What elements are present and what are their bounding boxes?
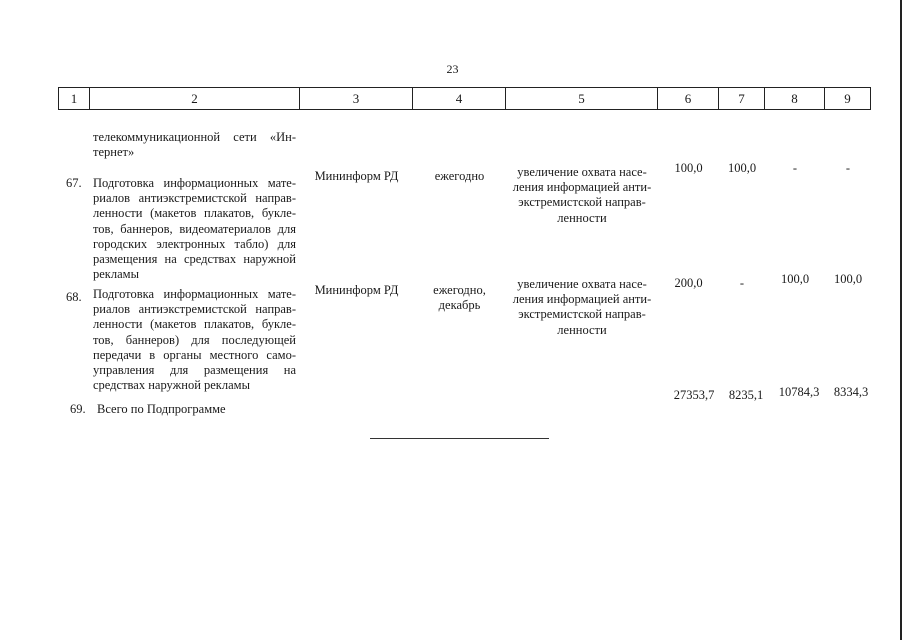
row-result-line: экстремистской направ- xyxy=(518,195,646,210)
row-name-line: ленности (макетов плакатов, букле- xyxy=(93,317,296,332)
total-col6: 27353,7 xyxy=(673,388,715,402)
column-header: 1 xyxy=(59,88,90,110)
row-term-line: декабрь xyxy=(438,298,481,313)
row-name-line: риалов антиэкстремистской направ- xyxy=(93,191,296,206)
row-executor: Мининформ РД xyxy=(314,283,399,297)
row-col7: - xyxy=(739,276,745,290)
row-name-line: риалов антиэкстремистской направ- xyxy=(93,302,296,317)
row-col9: - xyxy=(845,161,851,175)
row-name-line: Подготовка информационных мате- xyxy=(93,176,296,190)
total-col9: 8334,3 xyxy=(833,385,869,399)
continuation-line: телекоммуникационной сети «Ин- xyxy=(93,130,296,144)
row-col6: 200,0 xyxy=(674,276,703,290)
row-col9: 100,0 xyxy=(833,272,863,286)
row-name xyxy=(93,287,296,393)
row-term xyxy=(413,169,506,184)
column-header: 9 xyxy=(825,88,871,110)
row-name-line: ленности (макетов плакатов, букле- xyxy=(93,206,296,221)
column-header: 6 xyxy=(658,88,719,110)
total-col7: 8235,1 xyxy=(728,388,764,402)
total-col8: 10784,3 xyxy=(778,385,820,399)
row-name-line: средствах наружной рекламы xyxy=(93,378,250,393)
page-number: 23 xyxy=(446,62,459,76)
row-col8: - xyxy=(792,161,798,175)
row-col8: 100,0 xyxy=(780,272,810,286)
page-edge-line xyxy=(900,0,902,640)
row-name-line: размещения на средствах наружной xyxy=(93,252,296,267)
row-col6: 100,0 xyxy=(674,161,703,175)
row-term-line: ежегодно, xyxy=(433,283,486,297)
row-result xyxy=(506,165,658,226)
row-name-line: тов, баннеров, видеоматериалов для xyxy=(93,221,296,236)
closing-rule xyxy=(370,438,549,439)
row-result-line: увеличение охвата насе- xyxy=(517,277,647,291)
row-executor: Мининформ РД xyxy=(314,169,399,183)
column-header: 3 xyxy=(300,88,413,110)
column-header: 4 xyxy=(413,88,506,110)
row-result-line: ления информацией анти- xyxy=(512,292,652,307)
row-name-line: тов, баннеров) для последующей xyxy=(93,332,296,347)
row-number: 67. xyxy=(66,176,82,190)
row-term xyxy=(413,283,506,313)
total-number: 69. xyxy=(70,402,86,416)
row-name-line: рекламы xyxy=(93,267,139,282)
row-name-line: передачи в органы местного само- xyxy=(93,347,296,362)
column-header: 8 xyxy=(765,88,825,110)
row-result-line: ления информацией анти- xyxy=(512,180,652,195)
column-header-row xyxy=(58,87,871,110)
column-header: 7 xyxy=(719,88,765,110)
row-result-line: увеличение охвата насе- xyxy=(517,165,647,179)
row-term-line: ежегодно xyxy=(434,169,485,183)
column-header: 2 xyxy=(90,88,300,110)
row-name-line: Подготовка информационных мате- xyxy=(93,287,296,301)
row-name xyxy=(93,176,296,282)
row-result-line: экстремистской направ- xyxy=(518,307,646,322)
row-number: 68. xyxy=(66,290,82,304)
row-result-line: ленности xyxy=(557,210,607,225)
continuation-line: тернет» xyxy=(93,145,135,159)
column-header: 5 xyxy=(506,88,658,110)
row-name-line: городских электронных табло) для xyxy=(93,236,296,251)
row-result-line: ленности xyxy=(557,322,607,337)
row-col7: 100,0 xyxy=(727,161,757,175)
row-name-line: управления для размещения на xyxy=(93,363,296,378)
row-result xyxy=(506,277,658,338)
total-label: Всего по Подпрограмме xyxy=(97,402,226,416)
